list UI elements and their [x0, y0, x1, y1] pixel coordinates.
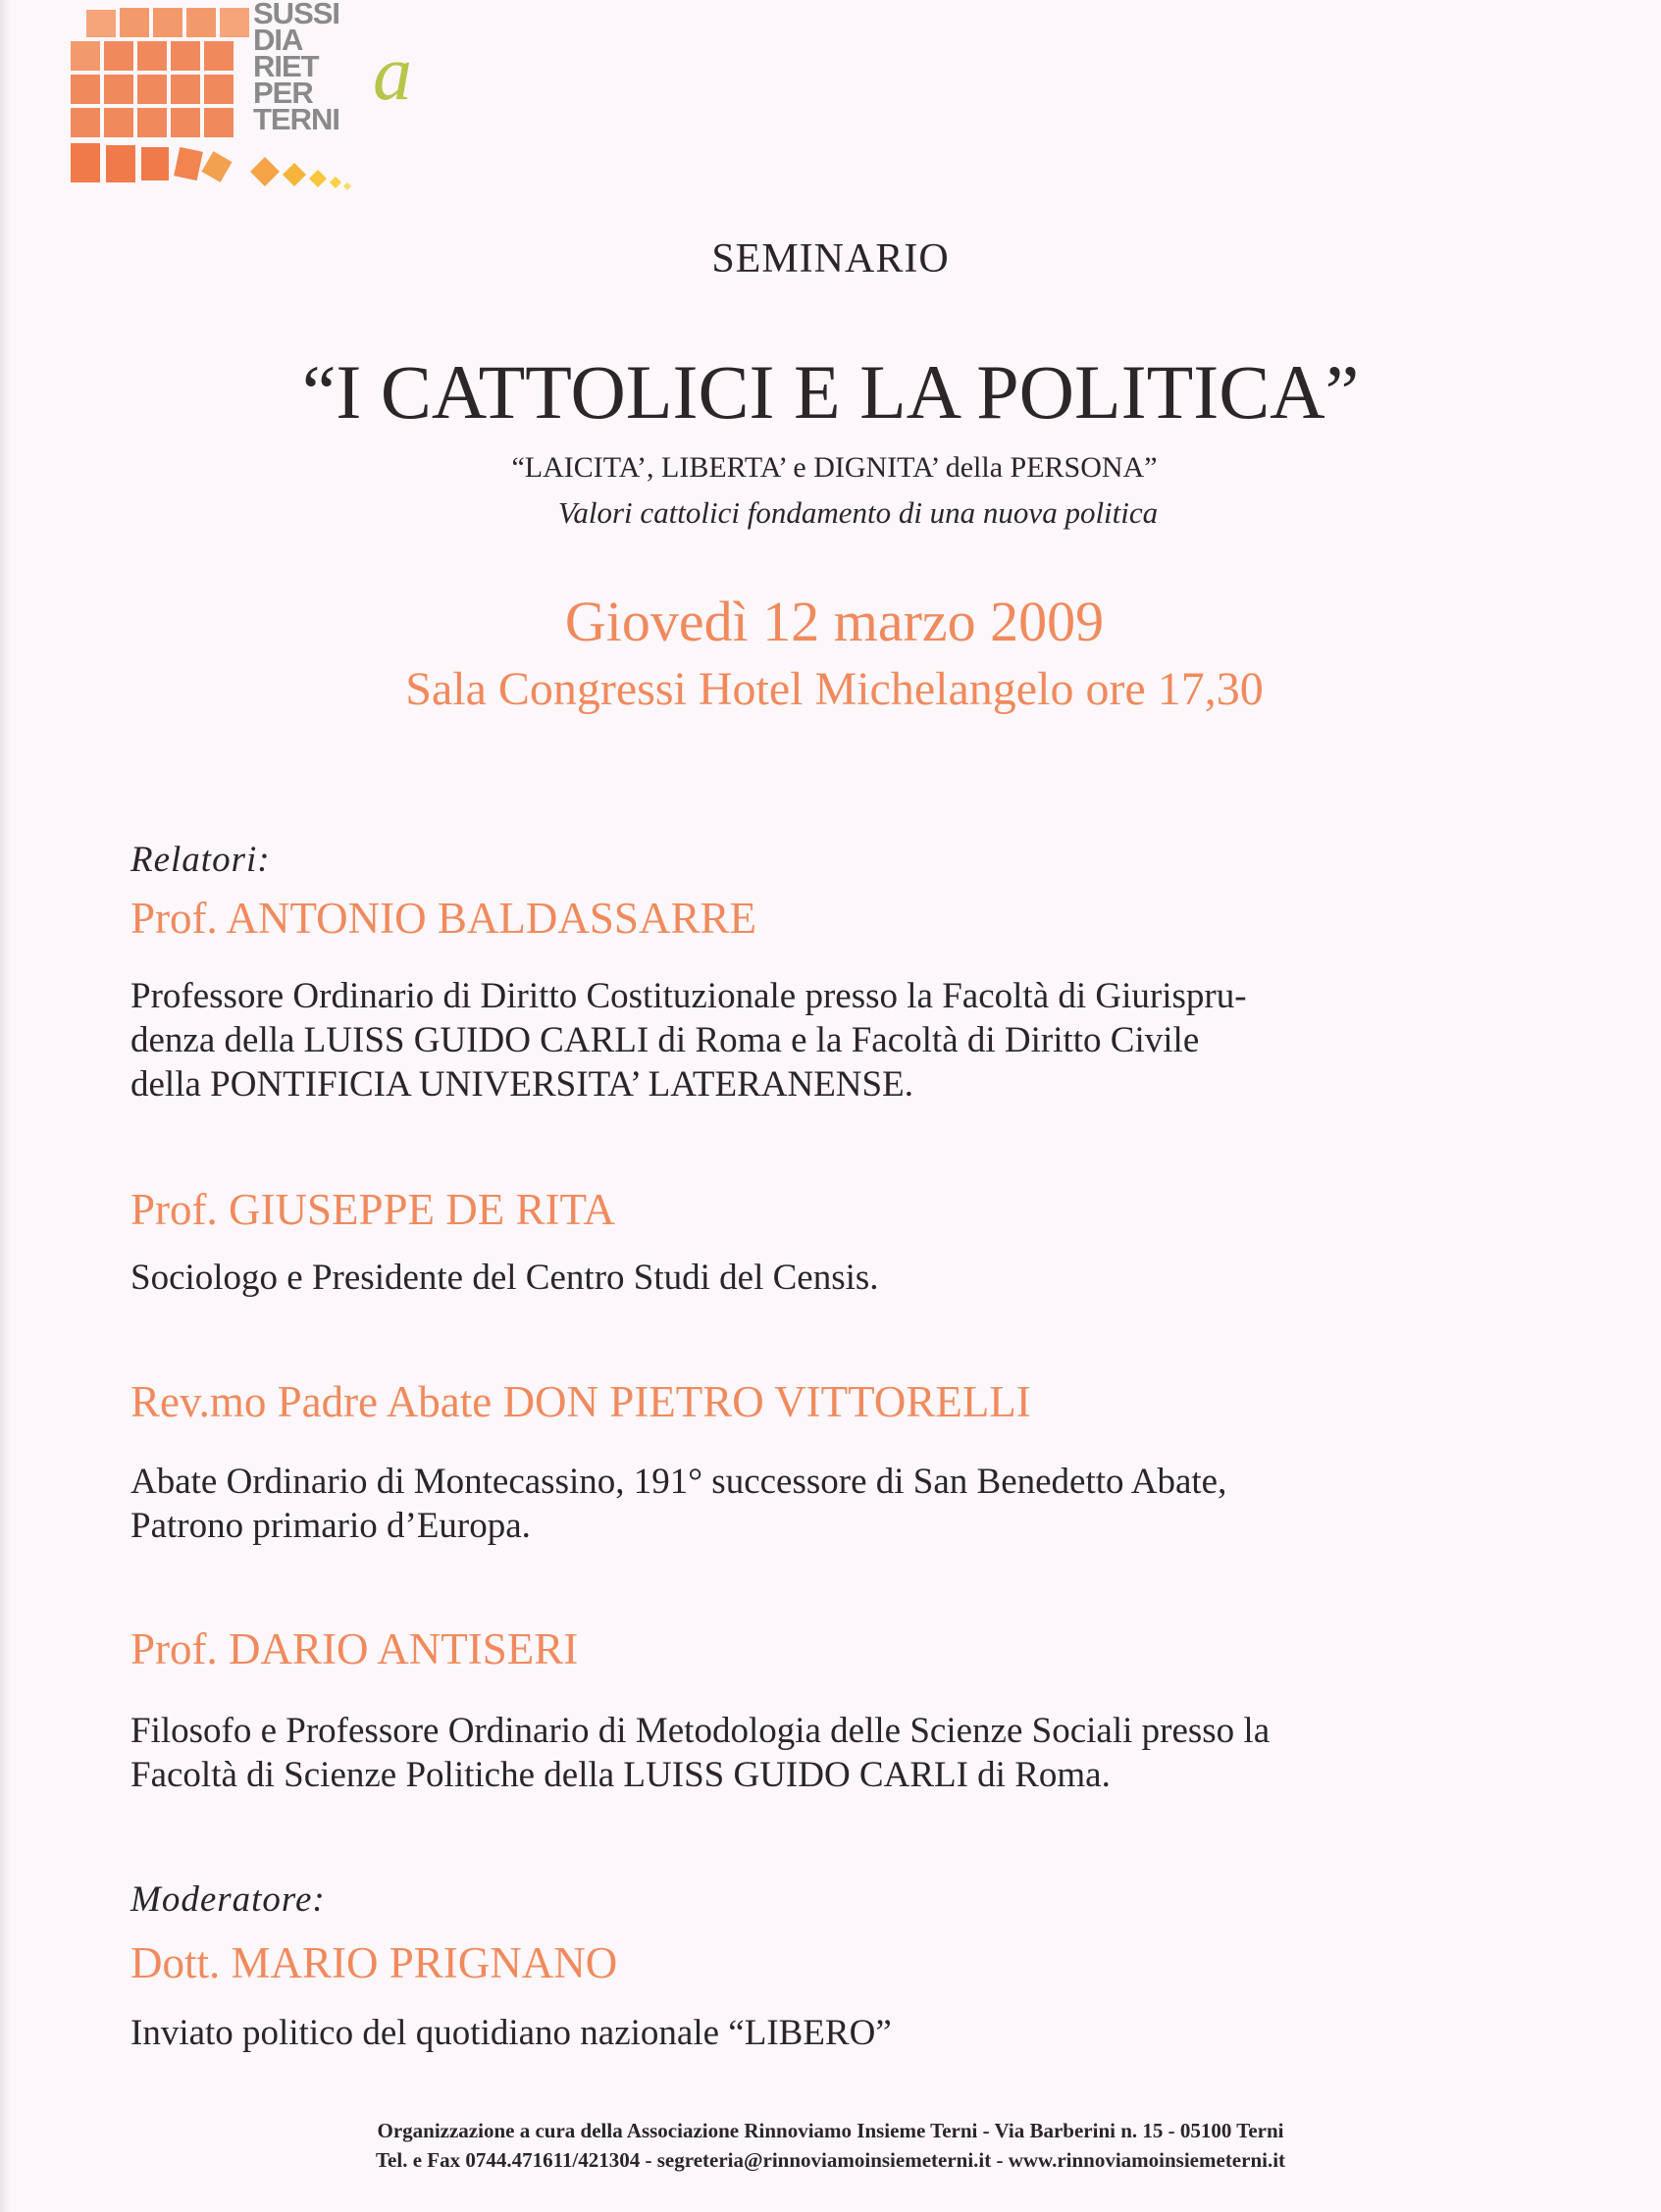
speaker-4-desc-line: Filosofo e Professore Ordinario di Metodologia delle Scienze Sociali presso la: [130, 1711, 1271, 1751]
moderator-name: Dott. MARIO PRIGNANO: [130, 1938, 618, 1987]
logo-line-1: SUSSI: [253, 0, 340, 30]
speaker-1-desc-line: denza della LUISS GUIDO CARLI di Roma e la Facoltà di Diritto Civile: [130, 1020, 1200, 1060]
sussidiarieta-logo: [69, 0, 422, 211]
logo-wordmark: [253, 0, 340, 136]
moderator-heading: Moderatore:: [130, 1879, 326, 1920]
speaker-3-description: [130, 1460, 1226, 1548]
moderator-description: [130, 2011, 892, 2055]
logo-line-3: RIET: [253, 49, 319, 83]
speaker-3-desc-line: Patrono primario d’Europa.: [130, 1506, 531, 1546]
logo-line-2: DIA: [253, 23, 303, 57]
logo-diamonds-icon: [245, 147, 412, 206]
logo-accent-letter: a: [373, 30, 412, 117]
speaker-3-name: Rev.mo Padre Abate DON PIETRO VITTORELLI: [130, 1377, 1031, 1426]
speaker-1-name: Prof. ANTONIO BALDASSARRE: [130, 894, 756, 943]
speaker-4-name: Prof. DARIO ANTISERI: [130, 1624, 579, 1673]
speaker-4-description: [130, 1709, 1270, 1797]
speaker-3-desc-line: Abate Ordinario di Montecassino, 191° successore di San Benedetto Abate,: [130, 1462, 1227, 1502]
organizer-address: Organizzazione a cura della Associazione Rinnoviamo Insieme Terni - Via Barberini n. 15 - 05100 Terni: [377, 2119, 1284, 2142]
speaker-2-desc-line: Sociologo e Presidente del Centro Studi del Censis.: [130, 1258, 879, 1298]
speaker-2-name: Prof. GIUSEPPE DE RITA: [130, 1185, 615, 1234]
moderator-desc-line: Inviato politico del quotidiano nazionale “LIBERO”: [130, 2013, 892, 2053]
event-date: Giovedì 12 marzo 2009: [564, 590, 1105, 653]
speaker-1-description: [130, 974, 1247, 1106]
logo-line-5: TERNI: [253, 102, 339, 136]
speaker-4-desc-line: Facoltà di Scienze Politiche della LUISS GUIDO CARLI di Roma.: [130, 1755, 1111, 1795]
seminar-title: “I CATTOLICI E LA POLITICA”: [301, 349, 1360, 435]
event-type-label: SEMINARIO: [711, 236, 950, 282]
event-venue: Sala Congressi Hotel Michelangelo ore 17,30: [405, 663, 1264, 715]
logo-squares-icon: [69, 0, 255, 211]
seminar-subtitle: “LAICITA’, LIBERTA’ e DIGNITA’ della PERSONA”: [511, 451, 1158, 484]
speaker-2-description: [130, 1256, 879, 1300]
paper-edge: [0, 0, 10, 2212]
organizer-contacts: Tel. e Fax 0744.471611/421304 - segreteria@rinnoviamoinsiemeterni.it - www.rinnoviamoinsiemeterni.it: [375, 2148, 1286, 2172]
seminar-tagline: Valori cattolici fondamento di una nuova politica: [557, 495, 1159, 530]
speaker-1-desc-line: della PONTIFICIA UNIVERSITA’ LATERANENSE.: [130, 1064, 913, 1105]
speaker-1-desc-line: Professore Ordinario di Diritto Costituzionale presso la Facoltà di Giurispru-: [130, 976, 1247, 1016]
speakers-heading: Relatori:: [130, 840, 271, 880]
logo-line-4: PER: [253, 76, 313, 110]
